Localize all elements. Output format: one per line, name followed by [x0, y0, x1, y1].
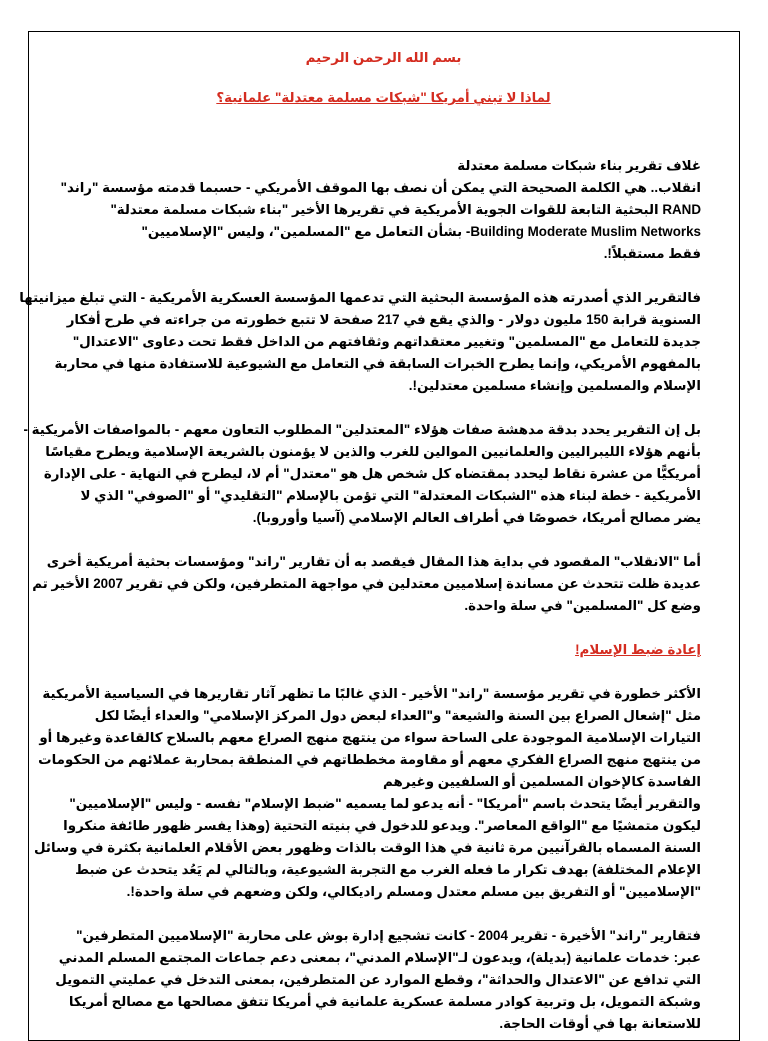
- paragraph-line: بل إن التقرير يحدد بدقة مدهشة صفات هؤلاء "المعتدلين" المطلوب التعاون معهم - بالمواصفات الأمريكية -: [23, 422, 701, 437]
- paragraph-line: السنة المسماه بالقرآنيين مرة ثانية في هذا الوقت بالذات وظهور بعض الأقلام العلمانية بكثرة في وسائل: [33, 840, 701, 855]
- paragraph-line: الإعلام المختلفة) بهدف تكرار ما فعله الغرب مع التجربة الشيوعية، وبالتالي لم يَعُد يتحدث عن ضبط: [75, 862, 701, 877]
- paragraph-line: مثل "إشعال الصراع بين السنة والشيعة" و"العداء لبعض دول المركز الإسلامي" والعداء أيضًا لكل: [94, 708, 701, 723]
- paragraph-line: السنوية قرابة 150 مليون دولار - والذي يقع في 217 صفحة لا تتبع خطورته من جراءته في طرح أفكار: [66, 312, 701, 327]
- section-heading: إعادة ضبط الإسلام!: [575, 642, 701, 657]
- paragraph-line: التيارات الإسلامية الموجودة على الساحة سواء من ينتهج منهج الصراع معهم بالسلاح كالقاعدة وغيرها أو: [39, 730, 701, 745]
- paragraph-1: [60, 177, 701, 265]
- paragraph-line: انقلاب.. هي الكلمة الصحيحة التي يمكن أن نصف بها الموقف الأمريكي - حسبما قدمته مؤسسة "راند": [60, 180, 701, 195]
- paragraph-line: عديدة ظلت تتحدث عن مساندة إسلاميين معتدلين في مواجهة المتطرفين، ولكن في تقرير 2007 الأخير تم: [32, 576, 701, 591]
- paragraph-line: عبر: خدمات علمانية (بديلة)، ويدعون لـ"الإسلام المدني"، بمعنى دعم جماعات المجتمع المسلم المدني: [58, 950, 701, 965]
- paragraph-line: فقط مستقبلاً!.: [603, 246, 701, 261]
- paragraph-3: [23, 419, 701, 529]
- paragraph-line: من ينتهج منهج الصراع الفكري معهم أو مقاومة مخططاتهم في المنطقة بمحاربة عملائهم من الحكومات: [38, 752, 701, 767]
- paragraph-line: للاستعانة بها في أوقات الحاجة.: [499, 1016, 701, 1031]
- cover-caption: غلاف تقرير بناء شبكات مسلمة معتدلة: [457, 158, 701, 173]
- paragraph-line: التي تدافع عن "الاعتدال والحداثة"، وقطع الموارد عن المتطرفين، بمعنى التدخل في عمليتي التمويل: [55, 972, 701, 987]
- paragraph-line: بأنهم هؤلاء الليبراليين والعلمانيين الموالين للغرب والذين لا يؤمنون بالشريعة الإسلامية ويطرح مقياسًا: [45, 444, 701, 459]
- paragraph-line: بالمفهوم الأمريكي، وإنما يطرح الخبرات السابقة في التعامل مع الشيوعية للاستفادة منها في محاربة: [54, 356, 701, 371]
- paragraph-line: RAND البحثية التابعة للقوات الجوية الأمريكية في تقريرها الأخير "بناء شبكات مسلمة معتدلة": [110, 202, 701, 217]
- paragraph-line: والتقرير أيضًا يتحدث باسم "أمريكا" - أنه يدعو لما يسميه "ضبط الإسلام" نفسه - وليس "الإسلاميين": [69, 796, 701, 811]
- paragraph-line: فالتقرير الذي أصدرته هذه المؤسسة البحثية التي تدعمها المؤسسة العسكرية الأمريكية - التي تبلغ ميزانيتها: [19, 290, 701, 305]
- paragraph-line: جديدة للتعامل مع "المسلمين" وتغيير معتقداتهم وثقافتهم من الداخل فقط تحت دعاوى "الاعتدال": [72, 334, 701, 349]
- paragraph-line: الإسلام والمسلمين وإنشاء مسلمين معتدلين!.: [408, 378, 701, 393]
- paragraph-6: [55, 925, 701, 1035]
- paragraph-line: الفاسدة كالإخوان المسلمين أو السلفيين وغيرهم: [382, 774, 701, 789]
- paragraph-line: "الإسلاميين" أو التفريق بين مسلم معتدل ومسلم راديكالي، ولكن وضعهم في سلة واحدة!.: [126, 884, 701, 899]
- basmala-header: بسم الله الرحمن الرحيم: [305, 50, 462, 65]
- paragraph-2: [19, 287, 701, 397]
- paragraph-line: وشبكة التمويل، بل وتربية كوادر مسلمة عسكرية علمانية في أمريكا تتفق مصالحها مع مصالح أمريكا: [68, 994, 701, 1009]
- document-body: [19, 48, 701, 1035]
- paragraph-line: فتقارير "راند" الأخيرة - تقرير 2004 - كانت تشجيع إدارة بوش على محاربة "الإسلاميين المتطرفين": [76, 928, 701, 943]
- article-title: لماذا لا تبني أمريكا "شبكات مسلمة معتدلة" علمانية؟: [216, 90, 551, 105]
- paragraph-line: Building Moderate Muslim Networks- بشأن التعامل مع "المسلمين"، وليس "الإسلاميين": [141, 224, 701, 239]
- paragraph-line: الأمريكية - خطة لبناء هذه "الشبكات المعتدلة" التي تؤمن بالإسلام "التقليدي" أو "الصوفي" الذي لا: [80, 488, 701, 503]
- paragraph-5: [33, 683, 701, 903]
- paragraph-line: الأكثر خطورة في تقرير مؤسسة "راند" الأخير - الذي غالبًا ما تظهر آثار تقاريرها في السياسية الأمريكية: [42, 686, 701, 701]
- paragraph-4: [32, 551, 701, 617]
- paragraph-line: أمريكيًّا من عشرة نقاط ليحدد بمقتضاه كل شخص هل هو "معتدل" أم لا، ليطرح في النهاية - على الإدارة: [43, 466, 701, 481]
- paragraph-line: وضع كل "المسلمين" في سلة واحدة.: [464, 598, 701, 613]
- section-heading-wrapper: [66, 639, 701, 661]
- paragraph-line: أما "الانقلاب" المقصود في بداية هذا المقال فيقصد به أن تقارير "راند" ومؤسسات بحثية أمريكية أخرى: [46, 554, 701, 569]
- paragraph-line: ليكون متمشيًا مع "الواقع المعاصر". ويدعو للدخول في بنيته التحتية (وهذا يفسر ظهور طائفة منكروا: [63, 818, 701, 833]
- paragraph-line: يضر مصالح أمريكا، خصوصًا في أطراف العالم الإسلامي (آسيا وأوروبا).: [252, 510, 701, 525]
